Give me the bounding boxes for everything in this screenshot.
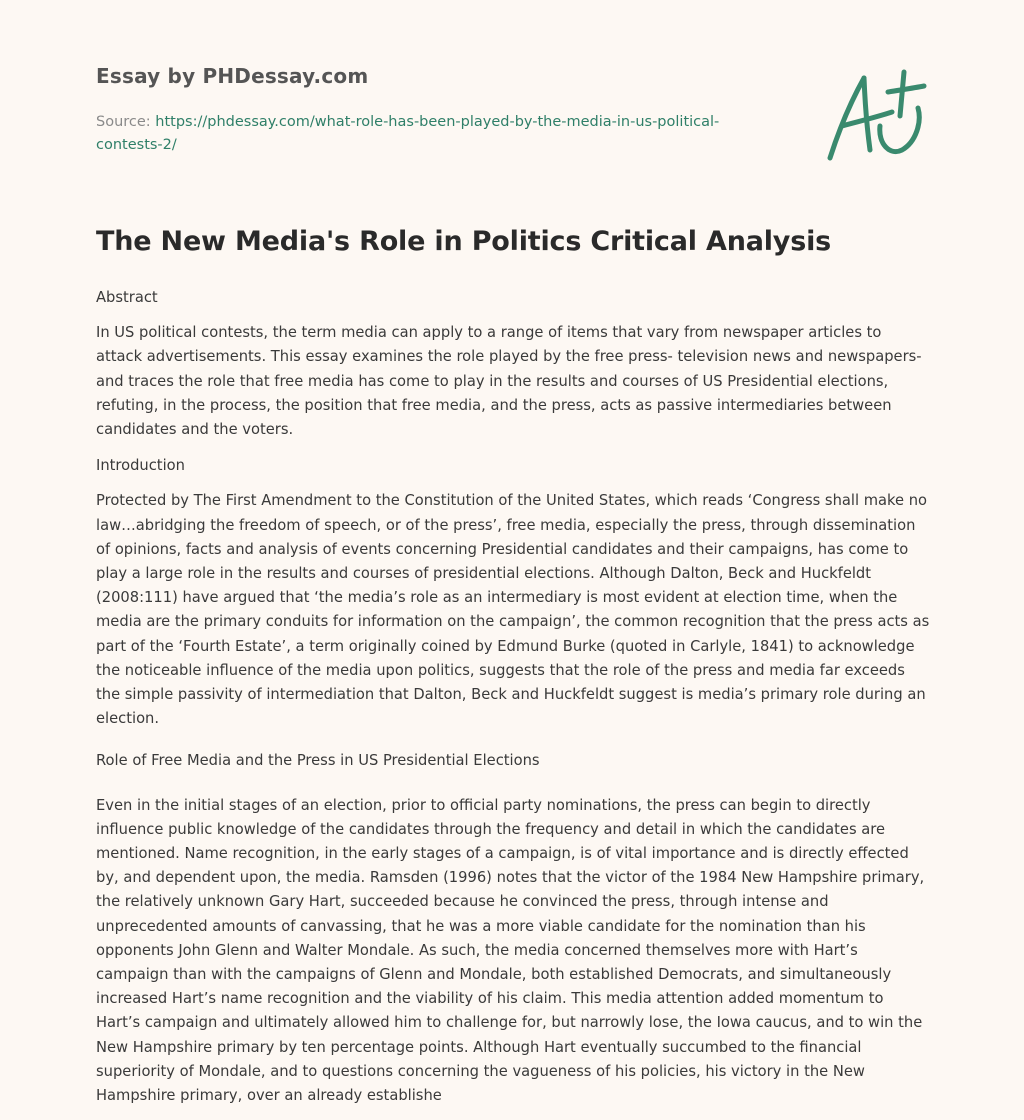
- site-title: Essay by PHDessay.com: [96, 64, 369, 88]
- source-line: [96, 111, 776, 157]
- role-heading: Role of Free Media and the Press in US Presidential Elections: [96, 752, 540, 770]
- abstract-heading: Abstract: [96, 289, 158, 306]
- source-link[interactable]: https://phdessay.com/what-role-has-been-played-by-the-media-in-us-political-contests-2/: [96, 114, 720, 153]
- introduction-paragraph: Protected by The First Amendment to the Constitution of the United States, which reads ‘Congress shall make no law…abridging the freedom of speech, or of the press’, free media, especially the press, through dissemination of opinions, facts and analysis of events concerning Presidential candidates and their campaigns, has come to play a large role in the results and courses of presidential elections. Although Dalton, Beck and Huckfeldt (2008:111) have argued that ‘the media’s role as an intermediary is most evident at election time, when the media are the primary conduits for information on the campaign’, the common recognition that the press acts as part of the ‘Fourth Estate’, a term originally coined by Edmund Burke (quoted in Carlyle, 1841) to acknowledge the noticeable influence of the media upon politics, suggests that the role of the press and media far exceeds the simple passivity of intermediation that Dalton, Beck and Huckfeldt suggest is media’s primary role during an election.: [96, 492, 930, 728]
- a-plus-logo-icon: [818, 68, 928, 164]
- essay-title: The New Media's Role in Politics Critical Analysis: [96, 226, 832, 257]
- introduction-heading: Introduction: [96, 457, 185, 475]
- essay-body: [96, 286, 932, 1120]
- abstract-paragraph: In US political contests, the term media can apply to a range of items that vary from newspaper articles to attack advertisements. This essay examines the role played by the free press- television news and newspapers- and traces the role that free media has come to play in the results and courses of US Presidential elections, refuting, in the process, the position that free media, and the press, acts as passive intermediaries between candidates and the voters.: [96, 324, 922, 439]
- source-label: Source:: [96, 114, 156, 130]
- role-paragraph: Even in the initial stages of an election, prior to official party nominations, the press can begin to directly influence public knowledge of the candidates through the frequency and detail in which the candidates are mentioned. Name recognition, in the early stages of a campaign, is of vital importance and is directly effected by, and dependent upon, the media. Ramsden (1996) notes that the victor of the 1984 New Hampshire primary, the relatively unknown Gary Hart, succeeded because he convinced the press, through intense and unprecedented amounts of canvassing, that he was a more viable candidate for the nomination than his opponents John Glenn and Walter Mondale. As such, the media concerned themselves more with Hart’s campaign than with the campaigns of Glenn and Mondale, both established Democrats, and simultaneously increased Hart’s name recognition and the viability of his claim. This media attention added momentum to Hart’s campaign and ultimately allowed him to challenge for, but narrowly lose, the Iowa caucus, and to win the New Hampshire primary by ten percentage points. Although Hart eventually succumbed to the financial superiority of Mondale, and to questions concerning the vagueness of his policies, his victory in the New Hampshire primary, over an already establishe: [96, 796, 925, 1105]
